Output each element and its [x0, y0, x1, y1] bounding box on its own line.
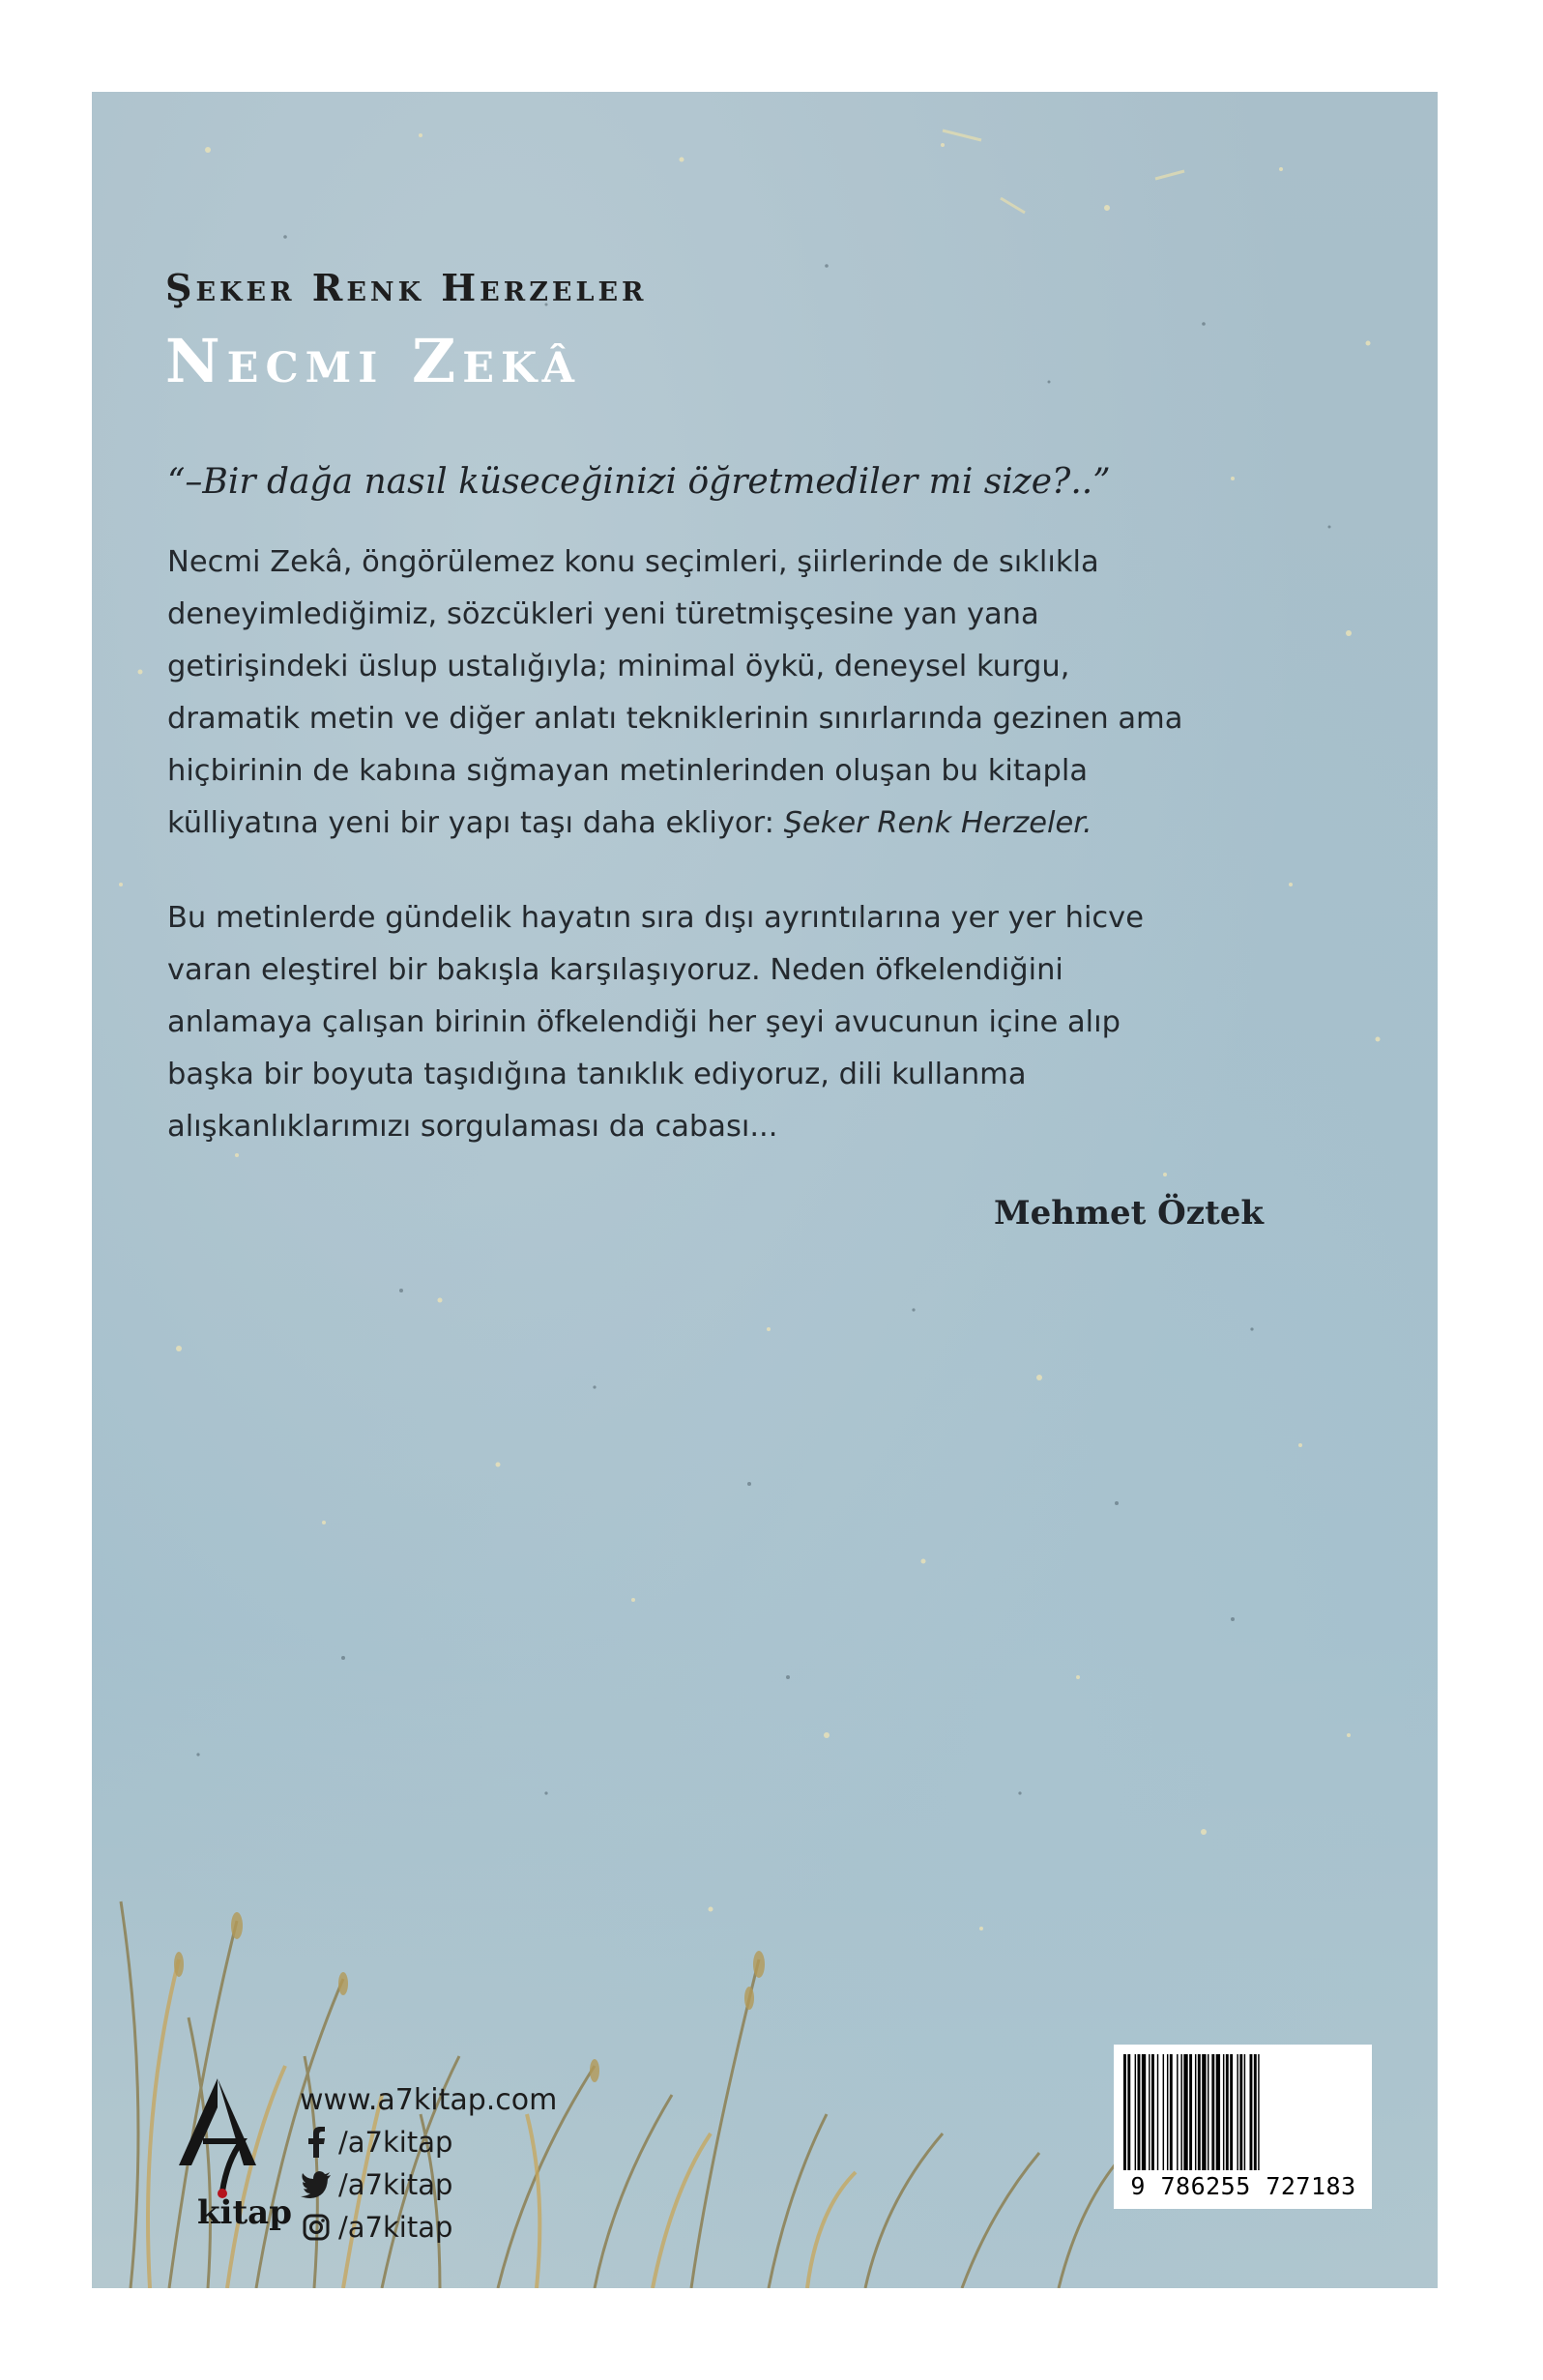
- book-title-italic: Şeker Renk Herzeler.: [783, 806, 1092, 840]
- twitter-handle[interactable]: /a7kitap: [338, 2168, 453, 2201]
- signature: Mehmet Öztek: [994, 1194, 1264, 1233]
- barcode-bar: [1239, 2054, 1242, 2170]
- paragraph-line: alışkanlıklarımızı sorgulaması da cabası...: [167, 1110, 778, 1144]
- barcode-bar: [1167, 2054, 1168, 2170]
- barcode-bar: [1250, 2054, 1253, 2170]
- paragraph-line: hiçbirinin de kabına sığmayan metinlerinden oluşan bu kitapla: [167, 754, 1089, 788]
- twitter-icon: [300, 2168, 333, 2201]
- paragraph-line: başka bir boyuta taşıdığına tanıklık ediyoruz, dili kullanma: [167, 1058, 1027, 1091]
- a7-logo-icon: [164, 2074, 271, 2199]
- paragraph-line: dramatik metin ve diğer anlatı tekniklerinin sınırlarında gezinen ama: [167, 702, 1183, 736]
- barcode-bar: [1202, 2054, 1206, 2170]
- barcode-bar: [1189, 2054, 1192, 2170]
- paragraph-line: varan eleştirel bir bakışla karşılaşıyoruz. Neden öfkelendiğini: [167, 953, 1063, 987]
- barcode-bars: [1123, 2054, 1362, 2170]
- paragraph-line: Bu metinlerde gündelik hayatın sıra dışı ayrıntılarına yer yer hicve: [167, 901, 1144, 935]
- author-name: Necmi Zekâ: [165, 326, 581, 396]
- barcode-bar: [1149, 2054, 1150, 2170]
- paragraph-line: deneyimlediğimiz, sözcükleri yeni türetmişçesine yan yana: [167, 597, 1039, 631]
- instagram-handle[interactable]: /a7kitap: [338, 2211, 453, 2244]
- description-paragraph-1: [167, 537, 1327, 850]
- barcode-bar: [1230, 2054, 1233, 2170]
- publisher-contacts: [300, 2078, 557, 2249]
- barcode-bar: [1180, 2054, 1181, 2170]
- book-back-cover: [92, 92, 1438, 2288]
- barcode-bar: [1254, 2054, 1257, 2170]
- barcode-bar: [1244, 2054, 1245, 2170]
- barcode-bar: [1157, 2054, 1158, 2170]
- barcode-bar: [1211, 2054, 1214, 2170]
- barcode-bar: [1135, 2054, 1136, 2170]
- barcode-bar: [1195, 2054, 1196, 2170]
- website-link[interactable]: www.a7kitap.com: [300, 2082, 558, 2117]
- quote: “–Bir dağa nasıl küseceğinizi öğretmediler mi size?..”: [167, 462, 1111, 502]
- barcode-bar: [1258, 2054, 1259, 2170]
- barcode-bar: [1127, 2054, 1130, 2170]
- barcode-bar: [1142, 2054, 1146, 2170]
- isbn-barcode: [1114, 2045, 1372, 2209]
- barcode-bar: [1226, 2054, 1229, 2170]
- logo-wordmark: kitap: [197, 2193, 292, 2232]
- barcode-bar: [1151, 2054, 1154, 2170]
- barcode-bar: [1198, 2054, 1201, 2170]
- barcode-bar: [1163, 2054, 1164, 2170]
- facebook-row: [300, 2121, 557, 2163]
- barcode-bar: [1123, 2054, 1126, 2170]
- barcode-bar: [1138, 2054, 1141, 2170]
- series-title: Şeker Renk Herzeler: [165, 266, 648, 309]
- paragraph-line: anlamaya çalışan birinin öfkelendiği her şeyi avucunun içine alıp: [167, 1005, 1121, 1039]
- isbn-number: 9 786255 727183: [1130, 2172, 1356, 2200]
- facebook-icon: [300, 2126, 333, 2159]
- paragraph-text: külliyatına yeni bir yapı taşı daha ekliyor:: [167, 806, 784, 840]
- barcode-bar: [1183, 2054, 1187, 2170]
- paragraph-line: Necmi Zekâ, öngörülemez konu seçimleri, şiirlerinde de sıklıkla: [167, 545, 1099, 579]
- instagram-row: [300, 2206, 557, 2249]
- barcode-bar: [1170, 2054, 1173, 2170]
- paragraph-line: getirişindeki üslup ustalığıyla; minimal öykü, deneysel kurgu,: [167, 650, 1070, 683]
- barcode-bar: [1216, 2054, 1220, 2170]
- instagram-icon: [300, 2211, 333, 2244]
- facebook-handle[interactable]: /a7kitap: [338, 2126, 453, 2159]
- barcode-bar: [1177, 2054, 1178, 2170]
- barcode-bar: [1223, 2054, 1224, 2170]
- twitter-row: [300, 2163, 557, 2206]
- paragraph-line: [167, 798, 1327, 850]
- website-row: [300, 2078, 557, 2121]
- description-paragraph-2: [167, 892, 1327, 1153]
